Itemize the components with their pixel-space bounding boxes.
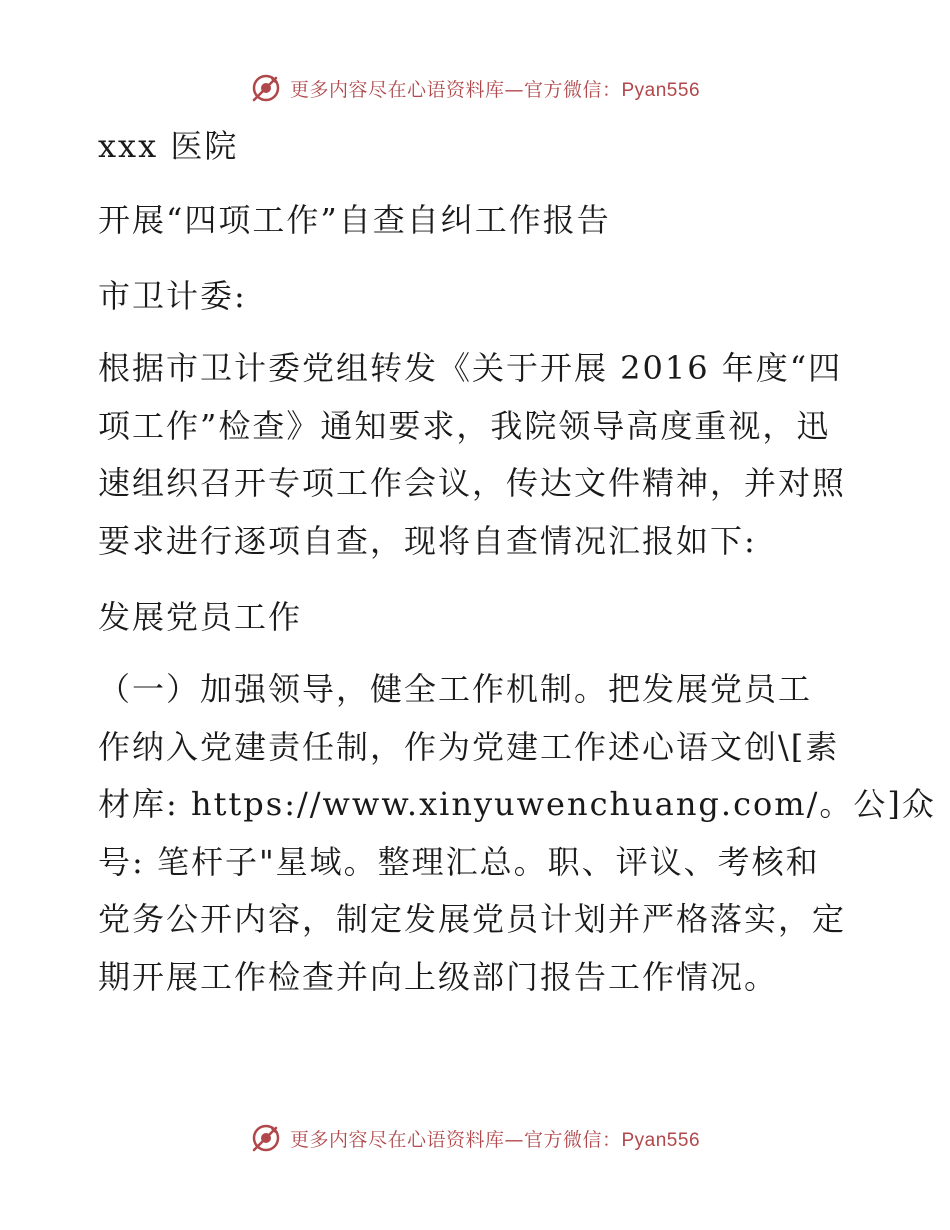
text-line: 材库: https://www.xinyuwenchuang.com/。公]众 — [98, 785, 936, 823]
text-line: 期开展工作检查并向上级部门报告工作情况。 — [98, 957, 779, 996]
watermark-text: 更多内容尽在心语资料库—官方微信：Pyan556 — [289, 1128, 701, 1151]
quill-seal-icon — [250, 72, 282, 104]
section-heading: 发展党员工作 — [98, 598, 303, 636]
quill-seal-icon — [250, 1122, 282, 1154]
text-line: 项工作”检查》通知要求，我院领导高度重视，迅 — [98, 406, 831, 445]
text-line: 速组织召开专项工作会议，传达文件精神，并对照 — [98, 464, 847, 502]
text-line: 党务公开内容，制定发展党员计划并严格落实，定 — [98, 900, 847, 938]
organization-name: xxx 医院 — [98, 127, 239, 165]
text-line: 根据市卫计委党组转发《关于开展 2016 年度“四 — [98, 349, 843, 387]
addressee: 市卫计委: — [98, 277, 247, 315]
text-line: 作纳入党建责任制，作为党建工作述心语文创\[素 — [98, 727, 840, 766]
intro-paragraph — [98, 340, 858, 570]
footer-watermark — [0, 1122, 950, 1154]
document-title: 开展“四项工作”自查自纠工作报告 — [98, 201, 611, 239]
text-line: 要求进行逐项自查，现将自查情况汇报如下: — [98, 521, 757, 560]
text-line: 号: 笔杆子"星域。整理汇总。职、评议、考核和 — [98, 842, 820, 881]
watermark-text: 更多内容尽在心语资料库—官方微信：Pyan556 — [289, 78, 701, 101]
header-watermark — [0, 72, 950, 104]
text-line: （一）加强领导，健全工作机制。把发展党员工 — [98, 670, 813, 708]
section-paragraph — [98, 661, 936, 1006]
